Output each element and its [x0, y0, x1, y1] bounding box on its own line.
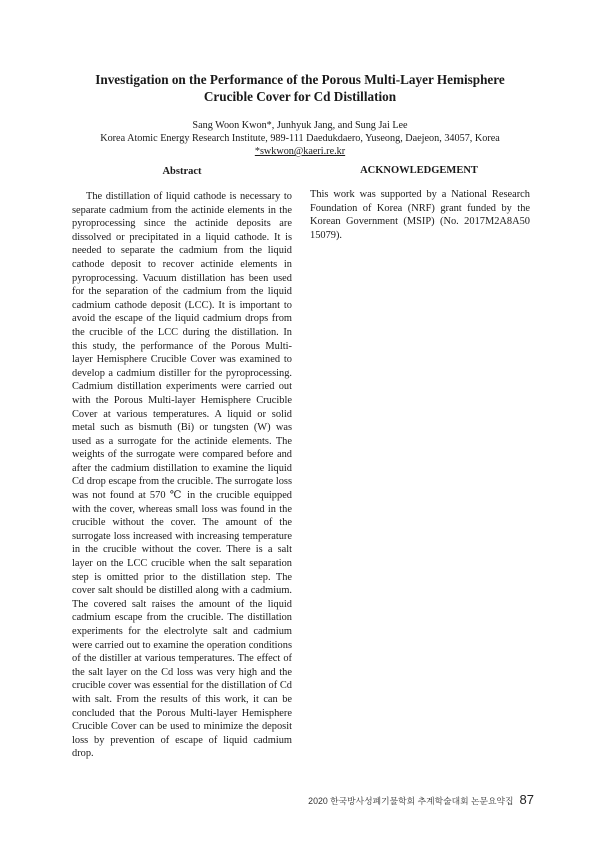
abstract-heading: Abstract: [162, 166, 202, 177]
title-line-1: Investigation on the Performance of the Porous Multi-Layer Hemisphere: [95, 72, 505, 87]
page-number: 87: [519, 792, 534, 807]
acknowledgement-text: This work was supported by a National Research Foundation of Korea (NRF) grant funded by the Korean Government (MSIP) (No. 2017M2A8A50 15079).: [310, 189, 530, 241]
abstract-text: The distillation of liquid cathode is necessary to separate cadmium from the actinide elements in the pyroprocessing since the actinide deposits are dissolved or precipitated in a liquid cathode. It is needed to separate the cadmium from the liquid cathode deposit to recover actinide elements in pyroprocessing. Vacuum distillation has been used for the separation of the cadmium from the liquid cadmium cathode deposit (LCC). It is important to avoid the escape of the liquid cadmium drops from the crucible of the LCC during the distillation. In this study, the performance of the Porous Multi-layer Hemisphere Crucible Cover was examined to develop a cadmium distiller for the pyroprocessing. Cadmium distillation experiments were carried out with the Porous Multi-layer Hemisphere Crucible Cover at various temperatures. A liquid or solid metal such as bismuth (Bi) or tungsten (W) was used as a surrogate for the actinide elements. The weights of the surrogate were compared before and after the cadmium distillation to examine the liquid Cd drop escape from the crucible. The surrogate loss was not found at 570 ℃ in the crucible equipped with the cover, whereas small loss was found in the crucible without the cover. The amount of the surrogate loss increased with increasing temperature in the crucible without the cover. There is a salt layer on the LCC crucible when the salt separation step is omitted prior to the distillation step. The cover salt should be distilled along with a cadmium. The covered salt raises the amount of the liquid cadmium escape from the crucible. The distillation experiments for the electrolyte salt and cadmium were carried out to examine the operation conditions of the distiller at various temperatures. The effect of the salt layer on the Cd loss was very high and the crucible cover was essential for the distillation of Cd with salt. From the results of this work, it can be concluded that the Porous Multi-layer Hemisphere Crucible Cover can be used to minimize the deposit loss by prevention of escape of liquid cadmium drop.: [72, 191, 292, 760]
page-footer: [308, 792, 534, 807]
title-line-2: Crucible Cover for Cd Distillation: [203, 89, 397, 104]
paper-title: [70, 71, 530, 105]
author-block: [40, 119, 560, 158]
author-email[interactable]: *swkwon@kaeri.re.kr: [254, 146, 346, 157]
author-affiliation: Korea Atomic Energy Research Institute, 989-111 Daedukdaero, Yuseong, Daejeon, 34057, Korea: [100, 133, 500, 144]
acknowledgement-heading: ACKNOWLEDGEMENT: [360, 165, 478, 176]
proceedings-title: 2020 한국방사성폐기물학회 추계학술대회 논문요약집: [308, 796, 514, 806]
author-names: Sang Woon Kwon*, Junhyuk Jang, and Sung Jai Lee: [192, 120, 408, 131]
